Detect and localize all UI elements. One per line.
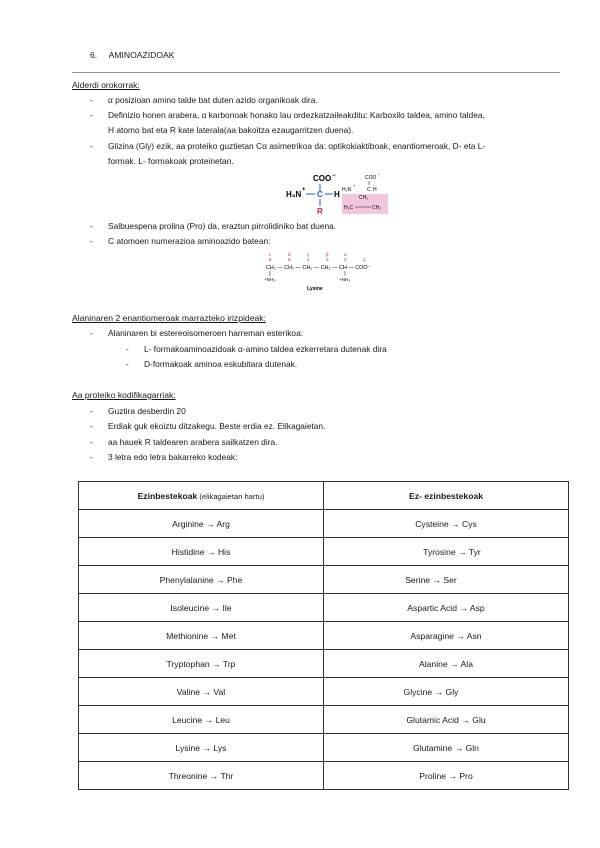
fig2-c: C <box>367 187 371 193</box>
nonessential-cell: Glutamic Acid → Glu <box>324 706 569 734</box>
lysine-caption: Lysine <box>307 286 323 292</box>
fig2-ch2-right: CH₂ <box>372 205 382 211</box>
lysine-chain: CH₂ — CH₂ — CH₂ — CH₂ — CH — COO⁻ <box>266 265 371 271</box>
list-item: - Erdiak guk ekoiztu ditzakegu. Beste erdia ez. Elikagaietan. <box>90 421 326 431</box>
fig2-h2n-charge: + <box>353 183 356 188</box>
fig1-h: H <box>334 190 340 199</box>
nonessential-cell: Cysteine → Cys <box>324 510 569 538</box>
fig1-alpha-c: C <box>317 190 323 199</box>
essential-cell: Isoleucine → Ile <box>79 594 324 622</box>
alanine-title: Alaninaren 2 enantiomeroak marrazteko irizpideak: <box>72 313 266 323</box>
nonessential-cell: Serine → Ser <box>324 566 569 594</box>
fig2-coo: COO <box>365 175 377 181</box>
carbon-number: 2 <box>344 257 347 262</box>
table-row <box>79 734 569 762</box>
table-row <box>79 762 569 790</box>
list-item: - Definizio honen arabera, α karbonoak honako lau ordezkatzaileakditu: Karboxilo taldea, amino taldea, <box>90 110 485 120</box>
essential-cell: Methionine → Met <box>79 622 324 650</box>
table-row <box>79 678 569 706</box>
essential-cell: Valine → Val <box>79 678 324 706</box>
section-number: 6. <box>90 50 98 60</box>
greek-alpha: α <box>344 252 347 257</box>
carbon-number: 4 <box>307 257 310 262</box>
fig2-h2n: H₂N <box>342 187 352 193</box>
section-heading <box>90 50 175 60</box>
nonessential-cell: Asparagine → Asn <box>324 622 569 650</box>
table-row <box>79 706 569 734</box>
table-row <box>79 650 569 678</box>
divider <box>72 72 560 73</box>
list-item: - Alaninaren bi estereoisomeroen harreman esterikoa: <box>90 328 304 338</box>
list-item: - Salbuespena prolina (Pro) da, eraztun pirrolidiniko bat duena. <box>90 221 337 231</box>
fig2-ch2-top: CH₂ <box>359 195 369 201</box>
table-row <box>79 594 569 622</box>
carbon-number: 1 <box>363 257 366 262</box>
carbon-number: 6 <box>269 257 272 262</box>
essential-cell: Histidine → His <box>79 538 324 566</box>
header-nonessential: Ez- ezinbestekoak <box>324 482 569 510</box>
fig2-coo-charge: − <box>378 172 381 177</box>
list-item: - 3 letra edo letra bakarreko kodeak: <box>90 452 238 462</box>
table-row <box>79 566 569 594</box>
header-essential: Ezinbestekoak (elikagaietan hartu) <box>79 482 324 510</box>
essential-cell: Lysine → Lys <box>79 734 324 762</box>
greek-gamma: γ <box>307 252 310 257</box>
sub-list-item: - D-formakoak aminoa eskubitara dutenak. <box>126 359 298 369</box>
nonessential-cell: Alanine → Ala <box>324 650 569 678</box>
fig1-coo-charge: − <box>332 173 336 179</box>
nonessential-cell: Proline → Pro <box>324 762 569 790</box>
nonessential-cell: Glycine → Gly <box>324 678 569 706</box>
nonessential-cell: Aspartic Acid → Asp <box>324 594 569 622</box>
carbon-number: 3 <box>326 257 329 262</box>
essential-cell: Tryptophan → Trp <box>79 650 324 678</box>
greek-epsilon: ε <box>269 252 272 257</box>
list-item: - aa hauek R taldearen arabera sailkatzen dira. <box>90 437 278 447</box>
list-item: - C atomoen numerazioa aminoazido batean: <box>90 236 271 246</box>
table-row <box>79 510 569 538</box>
list-item: - Guztira desberdin 20 <box>90 406 186 416</box>
essential-cell: Phenylalanine → Phe <box>79 566 324 594</box>
lysine-nh3-left: +NH₃ <box>264 277 276 282</box>
fig1-h3n: H₃N <box>286 190 302 199</box>
essential-cell: Threonine → Thr <box>79 762 324 790</box>
fig2-h2c: H₂C <box>344 205 354 211</box>
carbon-number: 5 <box>288 257 291 262</box>
nonessential-cell: Tyrosine → Tyr <box>324 538 569 566</box>
list-item: - α posizioan amino talde bat duten azido organikoak dira. <box>90 95 318 105</box>
greek-beta: β <box>326 252 329 257</box>
fig1-r: R <box>317 207 323 216</box>
list-item: - Glizina (Gly) ezik, aa proteiko guztietan Cα asimetrikoa da: optikokiaktiboak, enantiomeroak, D- eta L- <box>90 141 486 151</box>
sub-list-item: - L- formakoaminoazidoak α-amino taldea ezkerretara dutenak dira <box>126 344 387 354</box>
table-row <box>79 538 569 566</box>
table-row <box>79 622 569 650</box>
general-title: Alderdi orokorrak: <box>72 80 140 90</box>
lysine-nh3-right: +NH₃ <box>339 277 351 282</box>
table-header-row <box>79 482 569 510</box>
fig2-h: H <box>373 187 377 193</box>
essential-cell: Leucine → Leu <box>79 706 324 734</box>
list-item-continued: formak. L- formakoak proteinetan. <box>108 156 234 166</box>
coding-title: Aa proteiko kodifikagarriak: <box>72 390 176 400</box>
essential-cell: Arginine → Arg <box>79 510 324 538</box>
amino-acid-structure-figure <box>280 170 400 220</box>
section-title: AMINOAZIDOAK <box>108 50 175 60</box>
fig1-coo: COO <box>313 174 332 183</box>
amino-acid-table <box>78 481 569 790</box>
greek-delta: δ <box>288 252 291 257</box>
list-item-continued: H atomo bat eta R kate laterala(aa bakoitza ezaugarritzen duena). <box>108 125 354 135</box>
nonessential-cell: Glutamine → Gln <box>324 734 569 762</box>
lysine-numbering-figure <box>262 250 402 292</box>
fig1-h3n-charge: + <box>302 187 306 193</box>
